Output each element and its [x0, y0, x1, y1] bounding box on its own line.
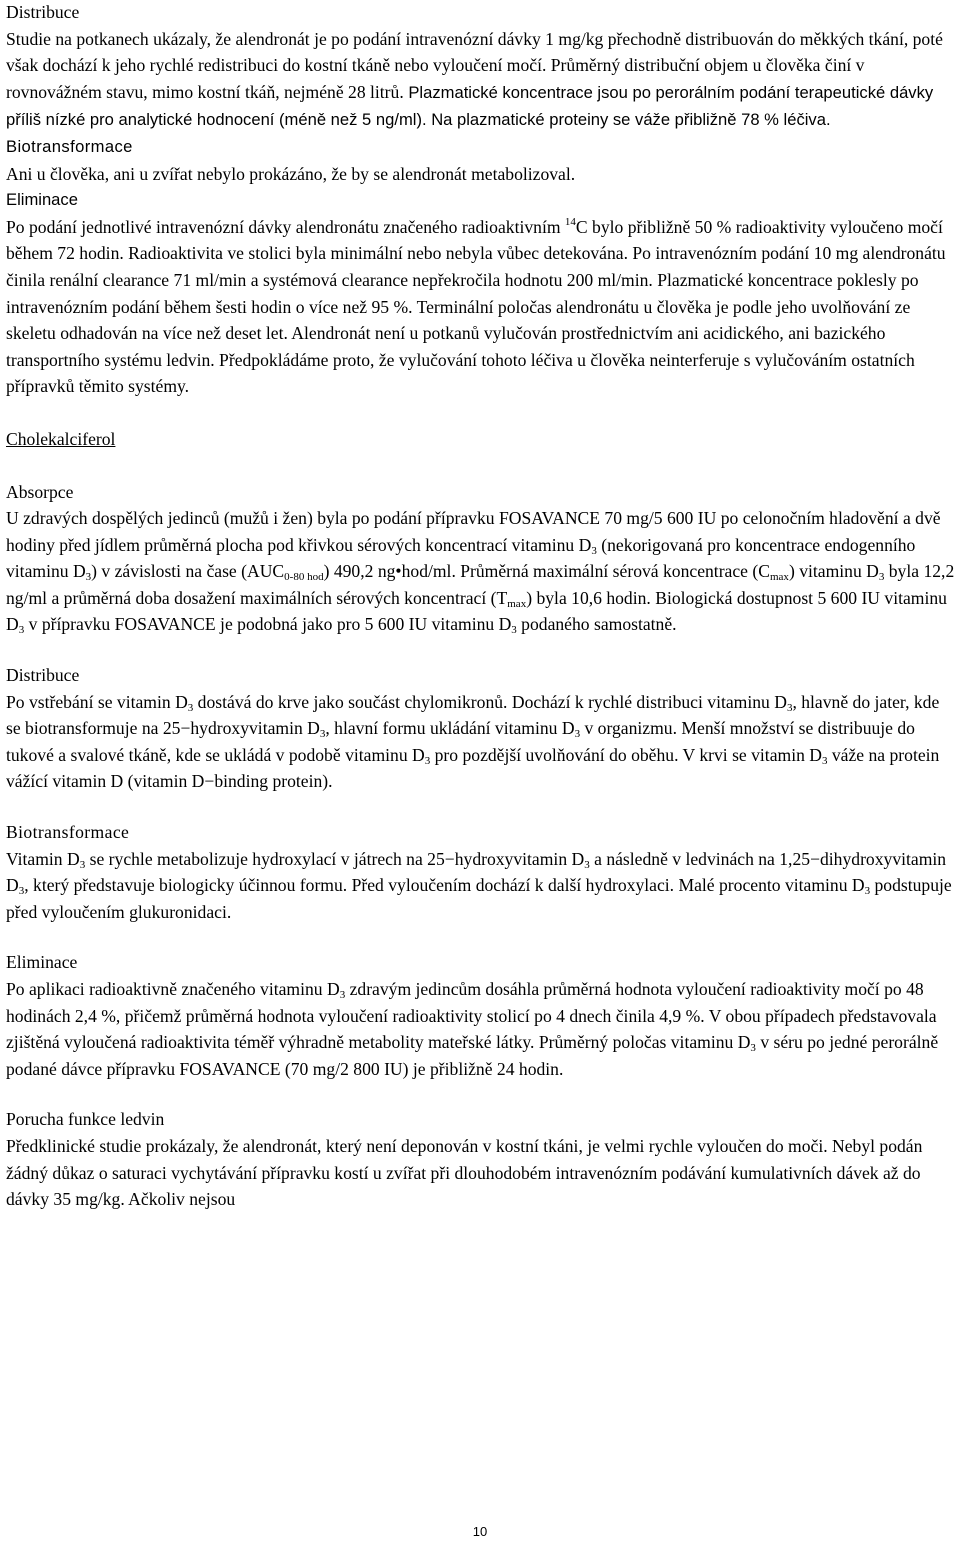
- paragraph: Po vstřebání se vitamin $D_3$ dostává do krve jako součást chylomikronů. Dochází k rychlé distribuci vitaminu $D_3$, hlavně do jater, kde se biotransformuje na 25−hydroxyvitamin $D_3$, hlavní formu ukládání vitaminu $D_3$ v organizmu. Menší množství se distribuuje do tukové a svalové tkáně, kde se ukládá v podobě vitaminu $D_3$ pro pozdější uvolňování do oběhu. V krvi se vitamin $D_3$ váže na protein vážící vitamin D (vitamin D−binding protein).: [6, 691, 940, 792]
- paragraph: Vitamin $D_3$ se rychle metabolizuje hydroxylací v játrech na 25−hydroxyvitamin $D_3$ a následně v ledvinách na 1,25−dihydroxyvitamin $D_3$, který představuje biologicky účinnou formu. Před vyloučením dochází k další hydroxylaci. Malé procento vitaminu $D_3$ podstupuje před vyloučením glukuronidaci.: [6, 848, 952, 922]
- text: C bylo přibližně 50 % radioaktivity vyloučeno močí během 72 hodin. Radioaktivita ve stolici byla minimální nebo nebyla vůbec detekována. Po intravenózním podání 10 mg alendronátu činila renální clearance 71 ml/min a systémová clearance nepřekročila hodnotu 200 ml/min. Plazmatické koncentrace poklesly po intravenózním podání během šesti hodin o více než 95 %. Terminální poločas alendronátu u člověka je podle jeho uvolňování ze skeletu odhadován na více než deset let. Alendronát není u potkanů vylučován prostřednictvím ani acidického, ani bazického transportního systému ledvin. Předpokládáme proto, že vylučování tohoto léčiva u člověka neinterferuje s vylučováním ostatních přípravků těmito systémy.: [6, 216, 946, 397]
- text: Průměrný distribuční objem u člověka činí v rovnovážném stavu, mimo kostní tkáň, nejméně 28 litrů.: [6, 55, 865, 102]
- paragraph: [6, 26, 956, 134]
- section-renal-impairment: [6, 1106, 956, 1212]
- section-heading: Porucha funkce ledvin: [6, 1109, 165, 1130]
- text: Po podání jednotlivé intravenózní dávky alendronátu značeného radioaktivním: [6, 216, 565, 237]
- section-absorption: [6, 479, 956, 639]
- text: Studie na potkanech ukázaly, že alendronát je po podání intravenózní dávky 1 mg/kg přechodně distribuován do měkkých tkání, poté však dochází k jeho rychlé redistribuci do kostní tkáně nebo vyloučení močí.: [6, 28, 943, 76]
- paragraph: Po aplikaci radioaktivně značeného vitaminu $D_3$ zdravým jedincům dosáhla průměrná hodnota vyloučení radioaktivity močí po 48 hodinách 2,4 %, přičemž průměrná hodnota vyloučení radioaktivity stolicí po 4 dnech činila 4,9 %. V obou případech představovala zjištěná vyloučená radioaktivita téměř výhradně metabolity mateřské látky. Průměrný poločas vitaminu $D_3$ v séru po jedné perorálně podané dávce přípravku FOSAVANCE (70 mg/2 800 IU) je přibližně 24 hodin.: [6, 979, 939, 1079]
- section-heading: Biotransformace: [6, 822, 130, 843]
- superscript: 14: [564, 215, 576, 228]
- paragraph: Předklinické studie prokázaly, že alendronát, který není deponován v kostní tkáni, je velmi rychle vyloučen do moči. Nebyl podán žádný důkaz o saturaci vychytávání přípravku kostí u zvířat při dlouhodobém intravenózním podávání kumulativních dávek až do dávky 35 mg/kg. Ačkoliv nejsou: [6, 1135, 923, 1210]
- section-heading: Distribuce: [6, 665, 80, 686]
- page-number: 10: [472, 1524, 488, 1539]
- section-elimination: [6, 187, 956, 400]
- section-title: Cholekalciferol: [6, 428, 116, 449]
- section-heading: Eliminace: [6, 952, 78, 973]
- section-vitd-elimination: [6, 949, 956, 1082]
- document-body: [6, 0, 956, 1213]
- section-heading: Biotransformace: [6, 136, 133, 156]
- text: Plazmatické koncentrace jsou po perorálním podání terapeutické dávky příliš nízké pro analytické hodnocení (méně než 5 ng/ml). Na plazmatické proteiny se váže přibližně 78 % léčiva.: [6, 82, 934, 130]
- section-heading: Absorpce: [6, 481, 74, 502]
- section-cholecalciferol: [6, 426, 956, 453]
- section-vitd-distribution: [6, 662, 956, 795]
- section-heading: Eliminace: [6, 190, 78, 210]
- section-distribution: [6, 0, 956, 134]
- paragraph: [6, 214, 956, 400]
- section-heading: Distribuce: [6, 2, 80, 22]
- paragraph: U zdravých dospělých jedinců (mužů i žen) byla po podání přípravku FOSAVANCE 70 mg/5 600 IU po celonočním hladovění a dvě hodiny před jídlem průměrná plocha pod křivkou sérových koncentrací vitaminu $D_3$ (nekorigovaná pro koncentrace endogenního vitaminu $D_3$) v závislosti na čase $(AUC_{0-80 hod})$ 490,2 ng•hod/ml. Průměrná maximální sérová koncentrace $(C_{max})$ vitaminu $D_3$ byla 12,2 ng/ml a průměrná doba dosažení maximálních sérových koncentrací $(T_{max})$ byla 10,6 hodin. Biologická dostupnost 5 600 IU vitaminu $D_3$ v přípravku FOSAVANCE je podobná jako pro 5 600 IU vitaminu $D_3$ podaného samostatně.: [6, 508, 955, 637]
- section-biotransformation: [6, 134, 956, 187]
- section-vitd-biotransformation: [6, 819, 956, 925]
- paragraph: Ani u člověka, ani u zvířat nebylo prokázáno, že by se alendronát metabolizoval.: [6, 163, 576, 184]
